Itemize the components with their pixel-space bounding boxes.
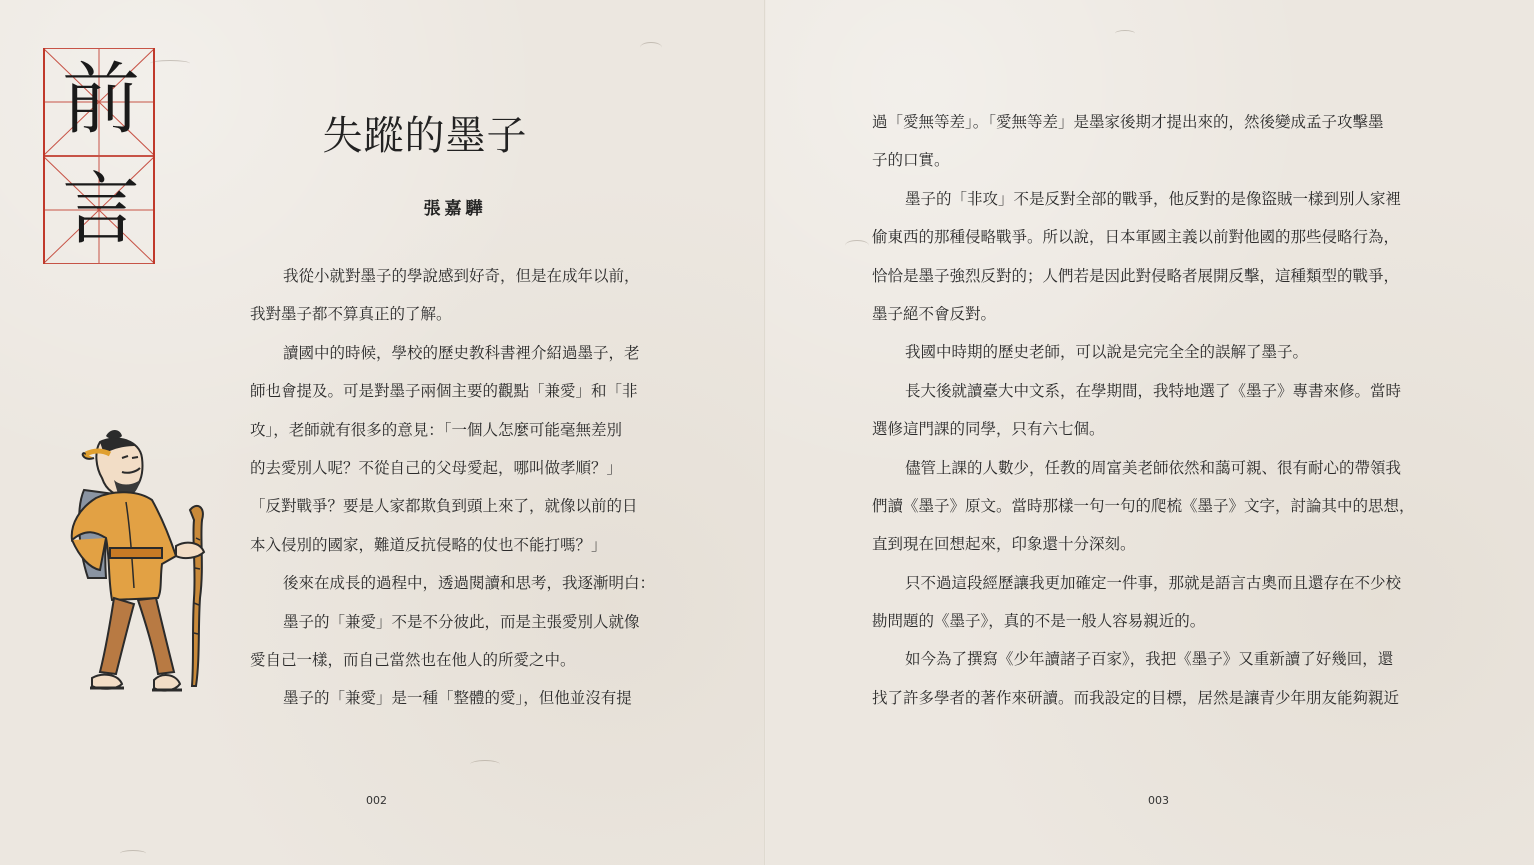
text-line: 找了許多學者的著作來研讀。而我設定的目標，居然是讓青少年朋友能夠親近 (872, 688, 1400, 707)
page-number-left: 002 (366, 794, 387, 807)
paper-fiber (845, 240, 869, 251)
paper-fiber (120, 850, 146, 857)
paper-fiber (640, 42, 662, 53)
text-line: 如今為了撰寫《少年讀諸子百家》，我把《墨子》又重新讀了好幾回，還 (905, 650, 1394, 669)
paper-fiber (150, 60, 190, 67)
text-line: 的去愛別人呢？不從自己的父母愛起，哪叫做孝順？」 (250, 458, 623, 477)
text-line: 只不過這段經歷讓我更加確定一件事，那就是語言古奧而且還存在不少校 (905, 573, 1402, 592)
text-line: 「反對戰爭？要是人家都欺負到頭上來了，就像以前的日 (250, 497, 638, 516)
text-line: 們讀《墨子》原文。當時那樣一句一句的爬梳《墨子》文字，討論其中的思想， (872, 496, 1415, 515)
text-line: 我對墨子都不算真正的了解。 (250, 305, 452, 324)
text-line: 攻」，老師就有很多的意見：「一個人怎麼可能毫無差別 (250, 420, 623, 439)
heading-char-preface-2: 言 (61, 165, 140, 255)
text-line: 讀國中的時候，學校的歷史教科書裡介紹過墨子，老 (283, 343, 640, 362)
text-line: 子的口實。 (872, 151, 950, 170)
text-line: 長大後就讀臺大中文系，在學期間，我特地選了《墨子》專書來修。當時 (905, 381, 1402, 400)
book-gutter (764, 0, 766, 865)
text-line: 墨子的「非攻」不是反對全部的戰爭，他反對的是像盜賊一樣到別人家裡 (905, 189, 1402, 208)
chapter-title: 失蹤的墨子 (322, 113, 528, 159)
page-number-right: 003 (1148, 794, 1169, 807)
mozi-figure-illustration (66, 428, 216, 710)
right-body-text (872, 103, 1444, 717)
paper-fiber (470, 760, 500, 769)
text-line: 後來在成長的過程中，透過閱讀和思考，我逐漸明白： (283, 574, 656, 593)
text-line: 恰恰是墨子強烈反對的；人們若是因此對侵略者展開反擊，這種類型的戰爭， (872, 266, 1400, 285)
text-line: 師也會提及。可是對墨子兩個主要的觀點「兼愛」和「非 (250, 382, 638, 401)
text-line: 過「愛無等差」。「愛無等差」是墨家後期才提出來的，然後變成孟子攻擊墨 (872, 113, 1384, 131)
left-page (0, 0, 765, 865)
text-line: 墨子絕不會反對。 (872, 304, 997, 323)
text-line: 我從小就對墨子的學說感到好奇，但是在成年以前， (283, 267, 640, 285)
text-line: 本入侵別的國家，難道反抗侵略的仗也不能打嗎？」 (250, 535, 607, 554)
text-line: 墨子的「兼愛」是一種「整體的愛」，但他並沒有提 (283, 689, 632, 708)
text-line: 我國中時期的歷史老師，可以說是完完全全的誤解了墨子。 (905, 343, 1309, 362)
text-line: 選修這門課的同學，只有六七個。 (872, 420, 1105, 439)
text-line: 儘管上課的人數少，任教的周富美老師依然和藹可親、很有耐心的帶領我 (905, 458, 1402, 477)
staff-icon (190, 506, 203, 686)
heading-char-preface-1: 前 (61, 55, 140, 145)
text-line: 偷東西的那種侵略戰爭。所以說，日本軍國主義以前對他國的那些侵略行為， (872, 228, 1400, 247)
author-name: 張嘉驊 (423, 199, 487, 219)
text-line: 墨子的「兼愛」不是不分彼此，而是主張愛別人就像 (283, 612, 640, 631)
text-line: 勘問題的《墨子》，真的不是一般人容易親近的。 (872, 612, 1206, 631)
paper-fiber (1115, 30, 1135, 37)
text-line: 直到現在回想起來，印象還十分深刻。 (872, 535, 1136, 554)
left-body-text (250, 257, 662, 718)
text-line: 愛自己一樣，而自己當然也在他人的所愛之中。 (250, 650, 576, 669)
heading-grid-box (43, 48, 155, 264)
